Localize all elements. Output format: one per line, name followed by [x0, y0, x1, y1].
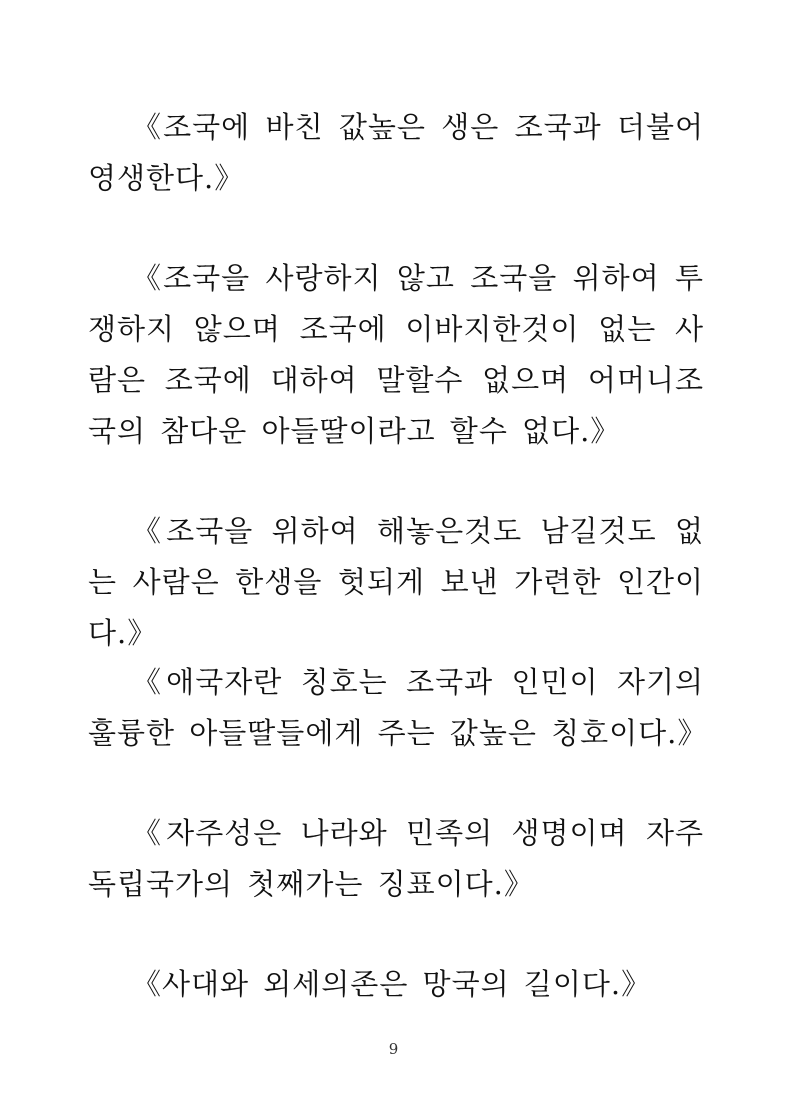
quote-paragraph-4: 《애국자란 칭호는 조국과 인민이 자기의 훌륭한 아들딸들에게 주는 값높은 칭호이다.》	[88, 665, 708, 750]
page-number: 9	[388, 1040, 399, 1058]
quote-paragraph-5: 《자주성은 나라와 민족의 생명이며 자주독립국가의 첫째가는 징표이다.》	[88, 816, 704, 901]
quote-paragraph-1: 《조국에 바친 값높은 생은 조국과 더불어 영생한다.》	[88, 110, 704, 195]
quote-paragraph-2: 《조국을 사랑하지 않고 조국을 위하여 투쟁하지 않으며 조국에 이바지한것이 없는 사람은 조국에 대하여 말할수 없으며 어머니조국의 참다운 아들딸이라고 할수 없다.》	[88, 261, 704, 448]
quote-paragraph-6: 《사대와 외세의존은 망국의 길이다.》	[132, 967, 652, 1001]
quote-paragraph-3: 《조국을 위하여 해놓은것도 남길것도 없는 사람은 한생을 헛되게 보낸 가련한 인간이다.》	[88, 514, 704, 650]
